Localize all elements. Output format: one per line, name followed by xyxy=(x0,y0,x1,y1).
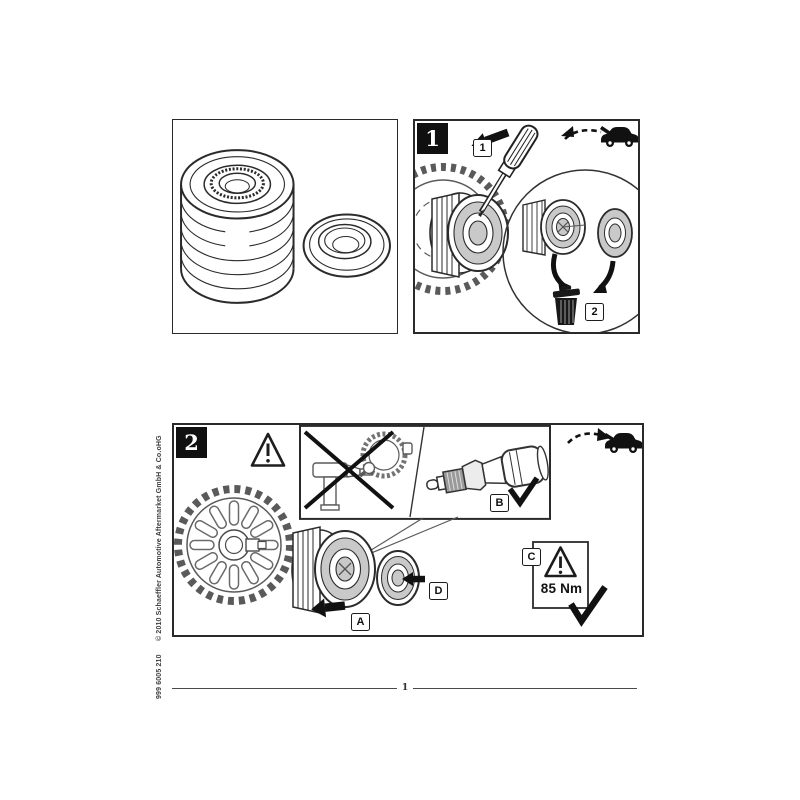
parts-overview-drawing xyxy=(173,120,397,333)
callout-torque: C xyxy=(522,548,541,566)
protective-cap-drawing xyxy=(304,214,390,276)
callout-tool: B xyxy=(490,494,509,512)
step2-panel xyxy=(172,423,644,637)
step1-badge: 1 xyxy=(417,123,448,154)
car-close-hood-icon xyxy=(568,428,642,453)
torque-value: 85 Nm xyxy=(540,581,583,596)
pulley-drawing xyxy=(181,150,294,303)
step2-badge: 2 xyxy=(176,427,207,458)
pulley-on-alternator xyxy=(430,193,508,277)
part-number-text: 999 6005 210 xyxy=(156,654,163,699)
step1-drawing xyxy=(415,121,638,332)
callout-pulley: A xyxy=(351,613,370,631)
car-open-hood-icon xyxy=(561,126,638,147)
footer-rule-left xyxy=(172,688,397,689)
page-number: 1 xyxy=(401,682,409,693)
new-pulley-drawing xyxy=(292,527,375,613)
callout-remove-cap: 1 xyxy=(473,139,492,157)
copyright-text: © 2010 Schaeffler Automotive Aftermarket GmbH & Co.oHG xyxy=(156,435,163,641)
pulley-detail-drawing xyxy=(523,200,585,255)
cap-detail-drawing xyxy=(598,209,632,257)
footer-rule-right xyxy=(413,688,637,689)
parts-overview-panel xyxy=(172,119,398,334)
callout-discard: 2 xyxy=(585,303,604,321)
step2-drawing xyxy=(174,425,642,635)
warning-icon xyxy=(252,434,284,466)
callout-cap: D xyxy=(429,582,448,600)
alternator-rear-drawing xyxy=(178,489,290,601)
trash-icon xyxy=(552,284,580,325)
step1-panel xyxy=(413,119,640,334)
